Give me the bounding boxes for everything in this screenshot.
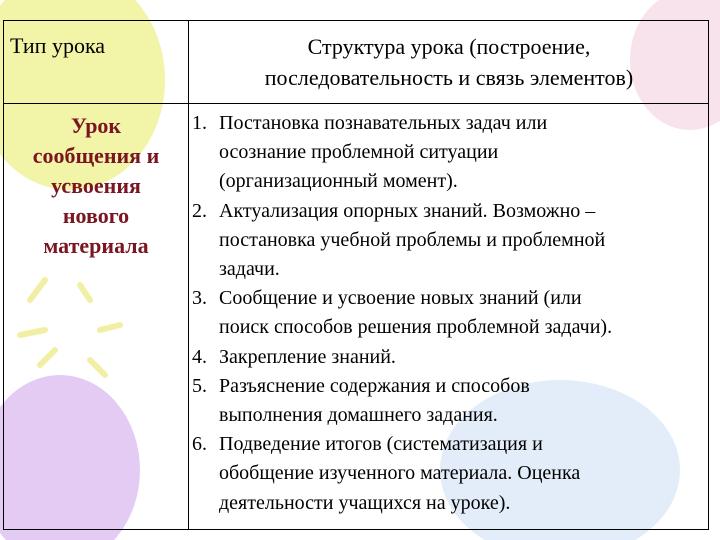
header-line-1: Структура урока (построение, xyxy=(307,34,591,59)
lesson-steps-list xyxy=(192,109,708,518)
step-number: 3. xyxy=(192,287,207,310)
lesson-type-line: нового xyxy=(62,203,130,228)
lesson-structure-table xyxy=(3,20,709,530)
lesson-step-1 xyxy=(192,109,708,197)
step-line: Постановка познавательных задач или xyxy=(219,112,548,134)
header-lesson-structure xyxy=(189,31,709,93)
column-divider xyxy=(188,21,189,529)
lesson-step-2 xyxy=(192,197,708,285)
header-divider xyxy=(4,103,708,104)
step-line: Актуализация опорных знаний. Возможно – xyxy=(219,199,596,222)
header-lesson-type: Тип урока xyxy=(10,33,106,58)
header-line-2: последовательность и связь элементов) xyxy=(264,65,634,90)
step-line: деятельности учащихся на уроке). xyxy=(219,491,511,514)
step-number: 1. xyxy=(192,112,207,134)
step-line: Закрепление знаний. xyxy=(219,345,396,368)
step-line: выполнения домашнего задания. xyxy=(219,404,498,427)
step-line: задачи. xyxy=(219,258,280,281)
step-line: Сообщение и усвоение новых знаний (или xyxy=(219,287,582,310)
lesson-step-3 xyxy=(192,284,708,342)
lesson-type-line: Урок xyxy=(70,113,122,138)
lesson-step-4 xyxy=(192,343,708,372)
step-number: 6. xyxy=(192,433,207,456)
lesson-type-line: усвоения xyxy=(51,173,141,198)
lesson-type-cell xyxy=(4,111,188,261)
step-line: осознание проблемной ситуации xyxy=(219,141,499,164)
lesson-type-line: материала xyxy=(43,233,149,258)
step-line: постановка учебной проблемы и проблемной xyxy=(219,228,606,251)
step-number: 2. xyxy=(192,199,207,222)
lesson-step-5 xyxy=(192,372,708,430)
step-number: 5. xyxy=(192,374,207,397)
lesson-step-6 xyxy=(192,430,708,518)
step-line: поиск способов решения проблемной задачи). xyxy=(219,316,613,339)
step-line: (организационный момент). xyxy=(219,170,458,193)
lesson-type-line: сообщения и xyxy=(32,143,160,168)
step-line: Подведение итогов (систематизация и xyxy=(219,433,543,456)
step-number: 4. xyxy=(192,345,207,368)
step-line: Разъяснение содержания и способов xyxy=(219,374,530,397)
step-line: обобщение изученного материала. Оценка xyxy=(219,462,581,485)
